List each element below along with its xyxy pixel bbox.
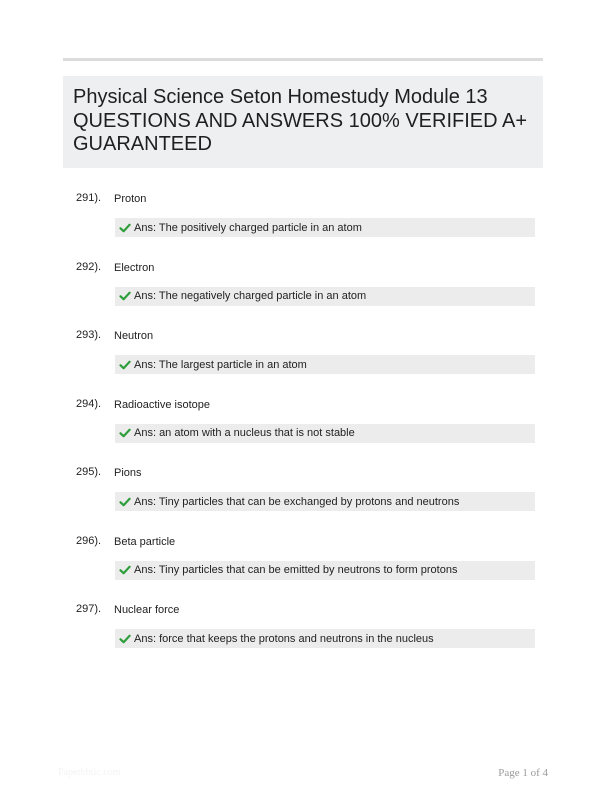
checkmark-icon — [119, 222, 131, 234]
question-term: Neutron — [114, 330, 154, 342]
checkmark-icon — [119, 633, 131, 645]
list-item — [0, 396, 606, 465]
question-number: 296). — [76, 534, 102, 547]
list-item — [0, 533, 606, 602]
answer-text: Ans: Tiny particles that can be exchanged by protons and neutrons — [134, 495, 460, 508]
answer-box — [115, 287, 535, 306]
footer-watermark: Paperbbtic.com — [58, 767, 121, 778]
checkmark-icon — [119, 290, 131, 302]
answer-box — [115, 629, 535, 648]
question-number: 295). — [76, 466, 102, 478]
question-number: 294). — [76, 397, 102, 410]
checkmark-icon — [119, 564, 131, 576]
checkmark-icon — [119, 359, 131, 371]
list-item — [0, 190, 606, 259]
question-term: Proton — [114, 193, 147, 205]
answer-text: Ans: The positively charged particle in an atom — [134, 221, 362, 234]
answer-box — [115, 492, 535, 511]
top-divider — [63, 58, 543, 61]
answer-text: Ans: an atom with a nucleus that is not stable — [134, 427, 355, 439]
question-number: 291). — [76, 192, 102, 204]
title-banner — [63, 76, 543, 168]
answer-box — [115, 424, 535, 443]
list-item — [0, 464, 606, 533]
answer-box — [115, 218, 535, 237]
question-list — [0, 190, 606, 670]
question-number: 293). — [76, 329, 102, 341]
question-term: Pions — [114, 467, 142, 479]
question-number: 297). — [76, 603, 102, 615]
question-term: Radioactive isotope — [114, 398, 211, 411]
question-number: 292). — [76, 260, 102, 273]
answer-text: Ans: The largest particle in an atom — [134, 358, 307, 371]
answer-text: Ans: The negatively charged particle in an atom — [134, 290, 367, 302]
checkmark-icon — [119, 496, 131, 508]
list-item — [0, 327, 606, 396]
question-term: Beta particle — [114, 535, 176, 548]
checkmark-icon — [119, 427, 131, 439]
answer-text: Ans: force that keeps the protons and neutrons in the nucleus — [134, 632, 434, 645]
answer-box — [115, 355, 535, 374]
answer-text: Ans: Tiny particles that can be emitted by neutrons to form protons — [134, 564, 458, 576]
answer-box — [115, 561, 535, 580]
list-item — [0, 601, 606, 670]
page-indicator: Page 1 of 4 — [498, 767, 548, 779]
list-item — [0, 259, 606, 328]
question-term: Nuclear force — [114, 604, 180, 616]
question-term: Electron — [114, 261, 155, 274]
document-title: Physical Science Seton Homestudy Module 13 QUESTIONS AND ANSWERS 100% VERIFIED A+ GUARANTEED — [73, 86, 528, 155]
